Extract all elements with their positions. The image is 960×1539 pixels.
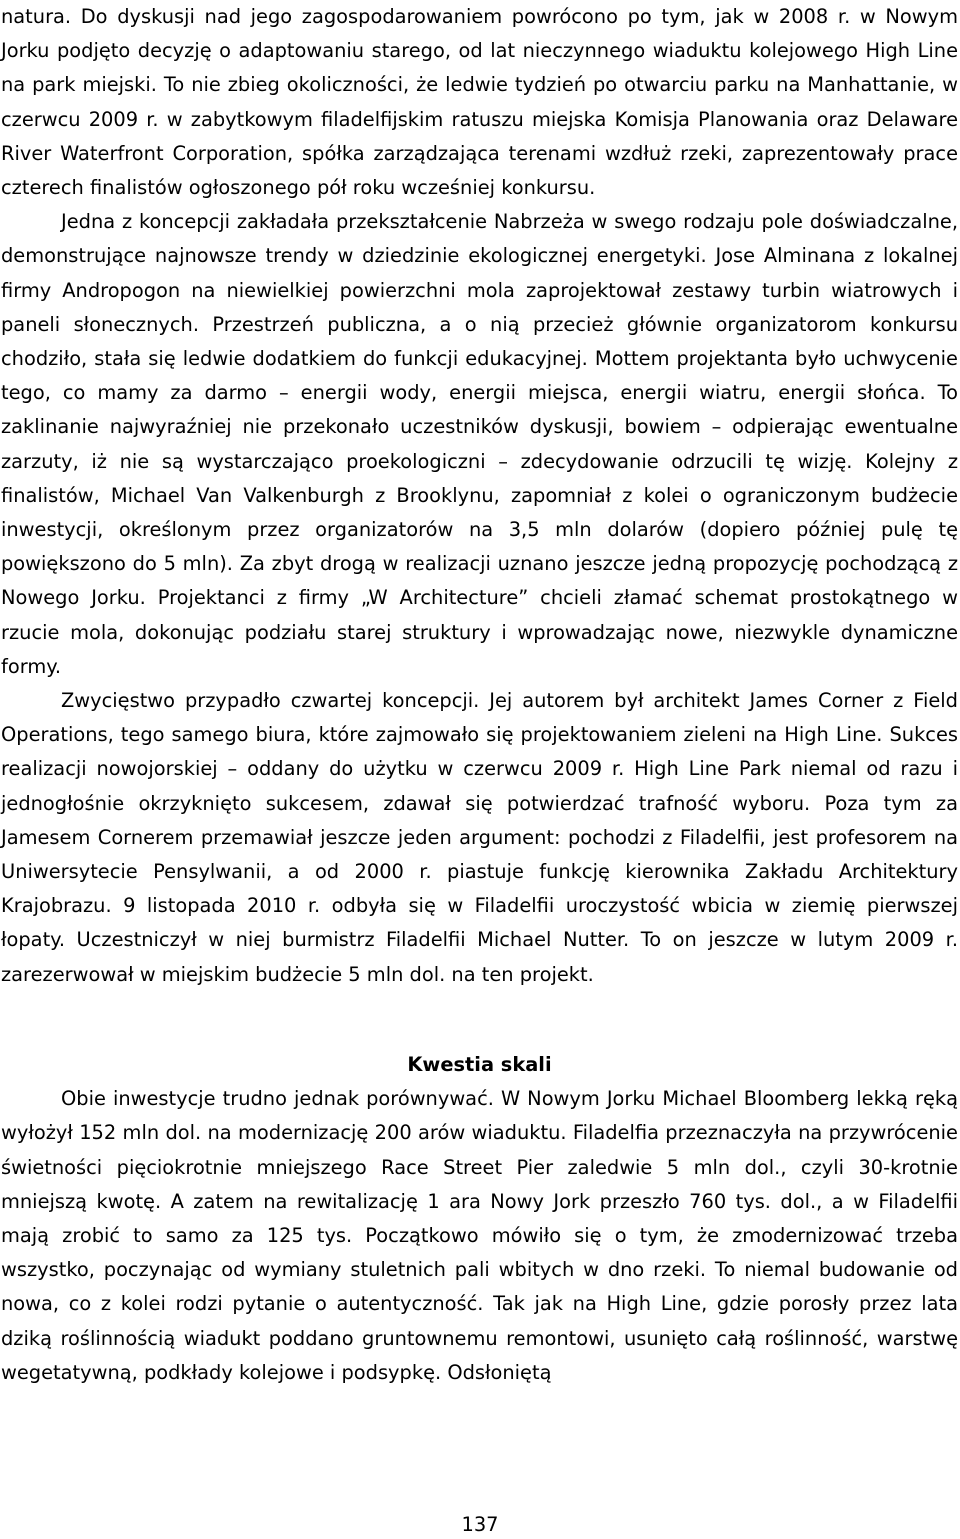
paragraph: Jedna z koncepcji zakładała przekształcenie Nabrzeża w swego rodzaju pole doświadczalne, demonstrujące najnowsze trendy w dziedzinie ekologicznej energetyki. Jose Alminana z lokalnej firmy Andropogon na niewielkiej powierzchni mola zaprojektował zestawy turbin wiatrowych i paneli słonecznych. Przestrzeń publiczna, a o nią przecież głównie organizatorom konkursu chodziło, stała się ledwie dodatkiem do funkcji edukacyjnej. Mottem projektanta było uchwycenie tego, co mamy za darmo – energii wody, energii miejsca, energii wiatru, energii słońca. To zaklinanie najwyraźniej nie przekonało uczestników dyskusji, bowiem – odpierając ewentualne zarzuty, iż nie są wystarczająco proekologiczni – zdecydowanie odrzucili tę wizję. Kolejny z finalistów, Michael Van Valkenburgh z Brooklynu, zapomniał z kolei o ograniczonym budżecie inwestycji, określonym przez organizatorów na 3,5 mln dolarów (dopiero później pulę tę powiększono do 5 mln). Za zbyt drogą w realizacji uznano jeszcze jedną propozycję pochodzącą z Nowego Jorku. Projektanci z firmy „W Architecture” chcieli złamać schemat prostokątnego w rzucie mola, dokonując podziału starej struktury i wprowadzając nowe, niezwykle dynamiczne formy.: [1, 210, 958, 678]
paragraph: Obie inwestycje trudno jednak porównywać. W Nowym Jorku Michael Bloomberg lekką ręką wyłożył 152 mln dol. na modernizację 200 arów wiaduktu. Filadelfia przeznaczyła na przywrócenie świetności pięciokrotnie mniejszego Race Street Pier zaledwie 5 mln dol., czyli 30-krotnie mniejszą kwotę. A zatem na rewitalizację 1 ara Nowy Jork przeszło 760 tys. dol., a w Filadelfii mają zrobić to samo za 125 tys. Początkowo mówiło się o tym, że zmodernizować trzeba wszystko, poczynając od wymiany stuletnich pali wbitych w dno rzeki. To niemal budowanie od nowa, co z kolei rodzi pytanie o autentyczność. Tak jak na High Line, gdzie porosły przez lata dziką roślinnością wiadukt poddano gruntownemu remontowi, usunięto całą roślinność, warstwę wegetatywną, podkłady kolejowe i podsypkę. Odsłoniętą: [1, 1087, 958, 1384]
paragraph: Zwycięstwo przypadło czwartej koncepcji. Jej autorem był architekt James Corner z Field Operations, tego samego biura, które zajmowało się projektowaniem zieleni na High Line. Sukces realizacji nowojorskiej – oddany do użytku w czerwcu 2009 r. High Line Park niemal od razu i jednogłośnie okrzyknięto sukcesem, zdawał się potwierdzać trafność wyboru. Poza tym za Jamesem Cornerem przemawiał jeszcze jeden argument: pochodzi z Filadelfii, jest profesorem na Uniwersytecie Pensylwanii, a od 2000 r. piastuje funkcję kierownika Zakładu Architektury Krajobrazu. 9 listopada 2010 r. odbyła się w Filadelfii uroczystość wbicia w ziemię pierwszej łopaty. Uczestniczył w niej burmistrz Filadelfii Michael Nutter. To on jeszcze w lutym 2009 r. zarezerwował w miejskim budżecie 5 mln dol. na ten projekt.: [1, 689, 958, 986]
paragraph-continued: natura. Do dyskusji nad jego zagospodarowaniem powrócono po tym, jak w 2008 r. w Nowym Jorku podjęto decyzję o adaptowaniu starego, od lat nieczynnego wiaduktu kolejowego High Line na park miejski. To nie zbieg okoliczności, że ledwie tydzień po otwarciu parku na Manhattanie, w czerwcu 2009 r. w zabytkowym filadelfijskim ratuszu miejska Komisja Planowania oraz Delaware River Waterfront Corporation, spółka zarządzająca terenami wzdłuż rzeki, zaprezentowały prace czterech finalistów ogłoszonego pół roku wcześniej konkursu.: [1, 5, 958, 200]
page-number: 137: [461, 1513, 499, 1536]
body-text: [1, 0, 958, 1390]
section-heading: Kwestia skali: [407, 1052, 552, 1076]
